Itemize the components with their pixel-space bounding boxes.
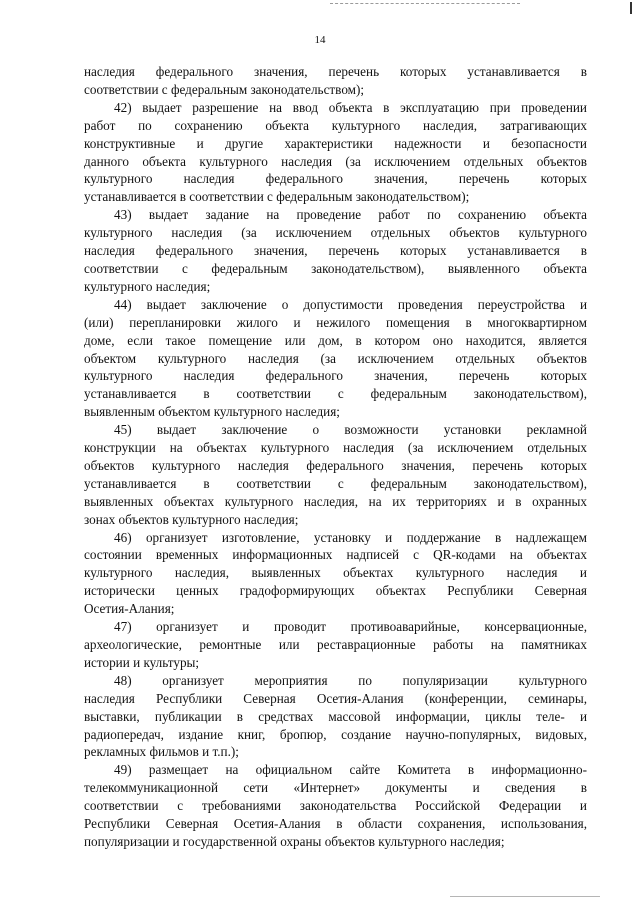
- text-line: зонах объектов культурного наследия;: [84, 511, 299, 527]
- text-line: 45) выдает заключение о возможности установки рекламной: [114, 422, 587, 438]
- text-line: соответствии с федеральным законодательством), выявленного объекта: [84, 260, 587, 276]
- page-number: 14: [314, 34, 326, 46]
- text-line: выявленным объектом культурного наследия;: [84, 404, 340, 420]
- document-body: [84, 63, 587, 851]
- text-line: данного объекта культурного наследия (за исключением отдельных объектов: [84, 153, 587, 169]
- paragraph: [84, 529, 587, 619]
- paragraph: [84, 206, 587, 296]
- text-line: наследия Республики Северная Осетия-Алания (конференции, семинары,: [84, 690, 587, 706]
- text-line: истории и культуры;: [84, 654, 200, 670]
- text-line: культурного наследия (за исключением отдельных объектов культурного: [84, 225, 587, 241]
- scan-corner-mark: [630, 2, 632, 14]
- text-line: телекоммуникационной сети «Интернет» документы и сведения в: [84, 780, 587, 796]
- text-line: популяризации и государственной охраны объектов культурного наследия;: [84, 833, 505, 849]
- paragraph: [84, 618, 587, 672]
- paragraph: [84, 99, 587, 206]
- scan-edge-mark-top: [330, 3, 520, 4]
- text-line: рекламных фильмов и т.п.);: [84, 744, 239, 760]
- paragraph: [84, 761, 587, 851]
- text-line: Республики Северная Осетия-Алания в области сохранения, использования,: [84, 816, 587, 832]
- scan-edge-mark-bottom: [450, 896, 600, 897]
- text-line: доме, если такое помещение или дом, в котором оно находится, является: [84, 332, 587, 348]
- text-line: 47) организует и проводит противоаварийные, консервационные,: [114, 619, 587, 635]
- text-line: выявленных объектах культурного наследия, на их территориях и в охранных: [84, 493, 587, 509]
- text-line: культурного наследия федерального значения, перечень которых: [84, 368, 587, 384]
- text-line: (или) перепланировки жилого и нежилого помещения в многоквартирном: [84, 314, 587, 330]
- text-line: объектом культурного наследия (за исключением отдельных объектов: [84, 350, 587, 366]
- paragraph: [84, 672, 587, 762]
- text-line: культурного наследия;: [84, 278, 211, 294]
- paragraph: [84, 63, 587, 99]
- paragraph: [84, 421, 587, 528]
- text-line: соответствии с федеральным законодательством);: [84, 81, 365, 97]
- text-line: культурного наследия, выявленных объектах культурного наследия и: [84, 565, 587, 581]
- text-line: конструктивные и другие характеристики надежности и безопасности: [84, 135, 587, 151]
- text-line: Осетия-Алания;: [84, 601, 175, 617]
- text-line: наследия федерального значения, перечень которых устанавливается в: [84, 64, 587, 79]
- text-line: состоянии временных информационных надписей с QR-кодами на объектах: [84, 547, 587, 563]
- text-line: устанавливается в соответствии с федеральным законодательством),: [84, 386, 587, 402]
- text-line: 48) организует мероприятия по популяризации культурного: [114, 672, 587, 688]
- text-line: наследия федерального значения, перечень которых устанавливается в: [84, 243, 587, 259]
- text-line: исторически ценных градоформирующих объектах Республики Северная: [84, 583, 587, 599]
- text-line: радиопередач, издание книг, бропюр, создание научно-популярных, видовых,: [84, 726, 587, 742]
- text-line: устанавливается в соответствии с федеральным законодательством);: [84, 189, 470, 205]
- text-line: 49) размещает на официальном сайте Комитета в информационно-: [114, 762, 587, 778]
- text-line: 46) организует изготовление, установку и поддержание в надлежащем: [114, 529, 587, 545]
- text-line: 44) выдает заключение о допустимости проведения переустройства и: [114, 296, 587, 312]
- text-line: культурного наследия федерального значения, перечень которых: [84, 171, 587, 187]
- text-line: археологические, ремонтные или реставрационные работы на памятниках: [84, 637, 587, 652]
- text-line: 43) выдает задание на проведение работ по сохранению объекта: [114, 207, 587, 223]
- text-line: объектов культурного наследия федерального значения, перечень которых: [84, 457, 587, 473]
- paragraph: [84, 296, 587, 421]
- text-line: конструкции на объектах культурного наследия (за исключением отдельных: [84, 440, 587, 456]
- text-line: соответствии с требованиями законодательства Российской Федерации и: [84, 798, 587, 814]
- text-line: устанавливается в соответствии с федеральным законодательством),: [84, 475, 587, 491]
- text-line: выставки, публикации в средствах массовой информации, циклы теле- и: [84, 708, 587, 724]
- text-line: работ по сохранению объекта культурного наследия, затрагивающих: [84, 117, 587, 133]
- text-line: 42) выдает разрешение на ввод объекта в эксплуатацию при проведении: [114, 99, 587, 115]
